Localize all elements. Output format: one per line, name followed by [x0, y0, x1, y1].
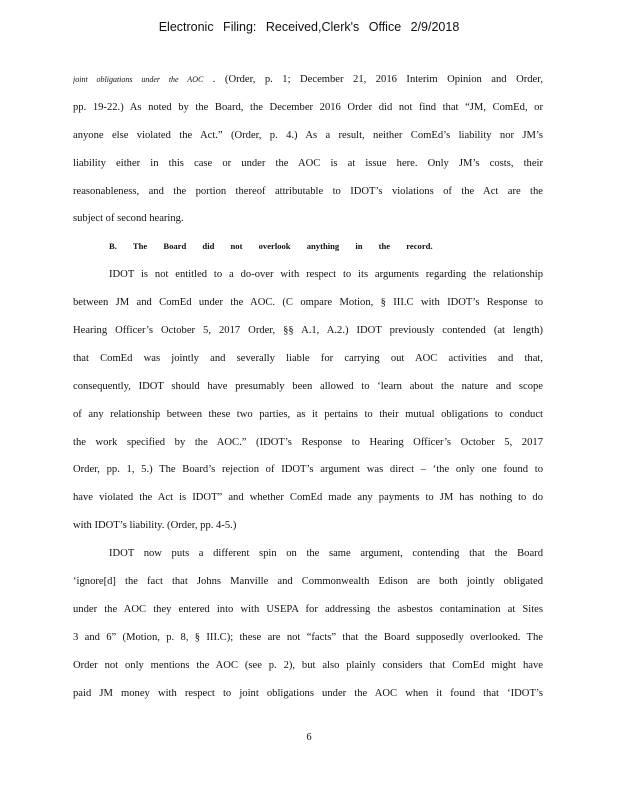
text-line: consequently, IDOT should have presumably been allowed to ‘learn about the nature and scope	[73, 380, 543, 392]
text-line: between JM and ComEd under the AOC. (C ompare Motion, § III.C with IDOT’s Response to	[73, 297, 543, 309]
paragraph-1	[73, 66, 543, 233]
text-line: subject of second hearing.	[73, 213, 184, 225]
section-heading: B. The Board did not overlook anything in the record.	[109, 241, 433, 252]
text-line: Hearing Officer’s October 5, 2017 Order, §§ A.1, A.2.) IDOT previously contended (at length)	[73, 325, 543, 337]
italic-text: joint obligations under the AOC	[73, 75, 204, 84]
text-line: pp. 19-22.) As noted by the Board, the December 2016 Order did not find that “JM, ComEd, or	[73, 101, 543, 113]
filing-header: Electronic Filing: Received,Clerk's Office 2/9/2018	[158, 20, 460, 34]
text-line: the work specified by the AOC.” (IDOT’s Response to Hearing Officer’s October 5, 2017	[73, 436, 543, 448]
text-line: liability either in this case or under the AOC is at issue here. Only JM’s costs, their	[73, 157, 543, 169]
text-line: joint obligations under the AOC . (Order, p. 1; December 21, 2016 Interim Opinion and Order,	[73, 74, 543, 85]
text-line: 3 and 6” (Motion, p. 8, § III.C); these are not “facts” that the Board supposedly overlooked. The	[73, 631, 543, 643]
text-line: Order, pp. 1, 5.) The Board’s rejection of IDOT’s argument was direct – ‘the only one found to	[73, 464, 543, 476]
page-number: 6	[306, 732, 312, 743]
text-line: paid JM money with respect to joint obligations under the AOC when it found that ‘IDOT’s	[73, 687, 543, 699]
text-line: Order not only mentions the AOC (see p. 2), but also plainly considers that ComEd might have	[73, 659, 543, 671]
text-line: IDOT is not entitled to a do-over with respect to its arguments regarding the relationship	[109, 269, 543, 281]
text-line: reasonableness, and the portion thereof attributable to IDOT’s violations of the Act are the	[73, 185, 543, 197]
text-line: anyone else violated the Act.” (Order, p. 4.) As a result, neither ComEd’s liability nor JM’s	[73, 129, 543, 141]
text-line: ‘ignore[d] the fact that Johns Manville and Commonwealth Edison are both jointly obligated	[73, 576, 543, 588]
text-line: IDOT now puts a different spin on the same argument, contending that the Board	[109, 548, 543, 560]
text-line: of any relationship between these two parties, as it pertains to their mutual obligations to conduct	[73, 408, 543, 420]
document-body	[73, 66, 543, 707]
paragraph-2	[73, 261, 543, 540]
paragraph-3	[73, 540, 543, 707]
text-line: under the AOC they entered into with USEPA for addressing the asbestos contamination at Sites	[73, 603, 543, 615]
text-line: have violated the Act is IDOT” and whether ComEd made any payments to JM has nothing to do	[73, 492, 543, 504]
text-line: that ComEd was jointly and severally liable for carrying out AOC activities and that,	[73, 352, 543, 364]
text-line: with IDOT’s liability. (Order, pp. 4-5.)	[73, 520, 237, 532]
